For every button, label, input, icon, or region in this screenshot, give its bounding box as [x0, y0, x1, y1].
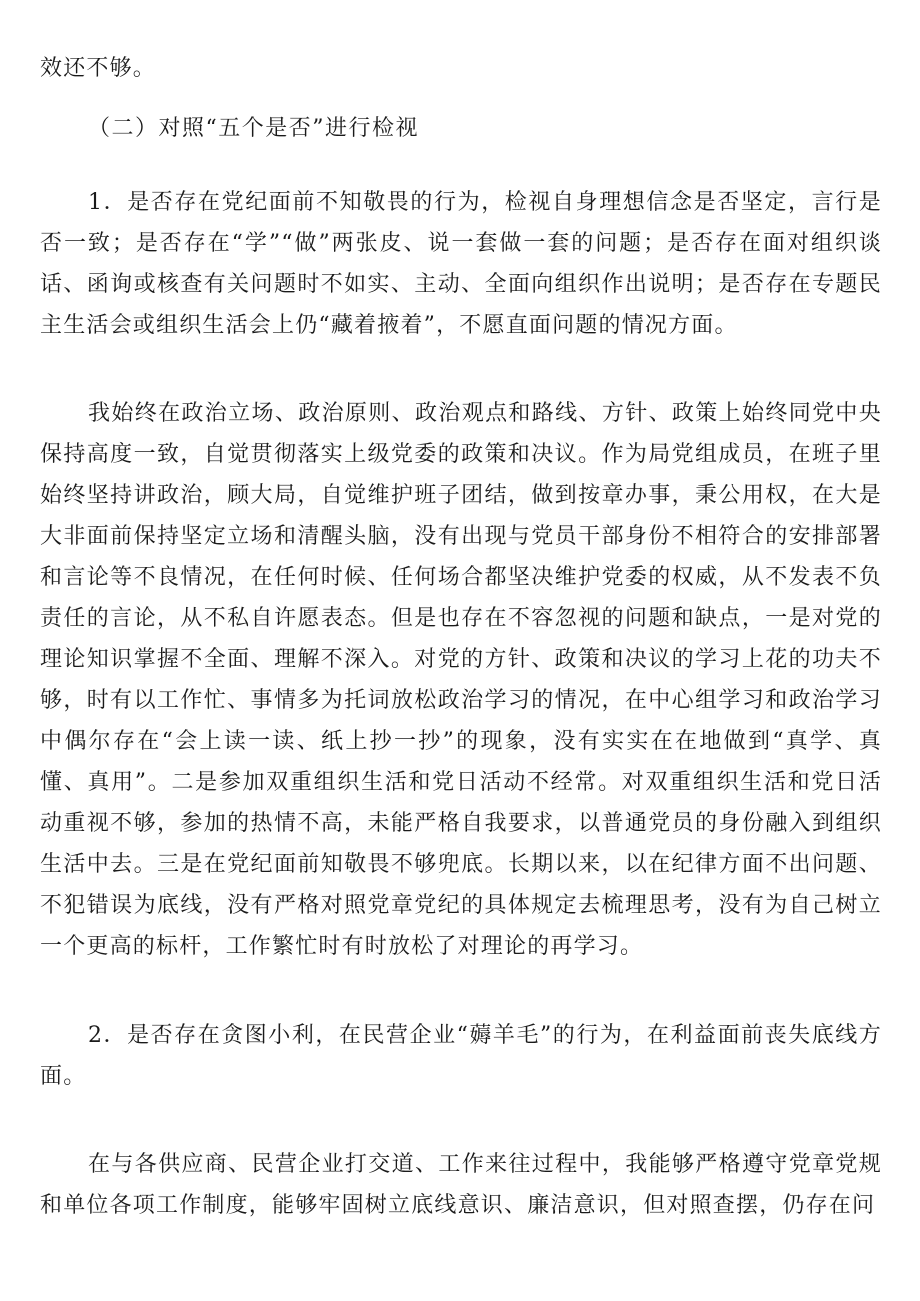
item1-question-paragraph: 1．是否存在党纪面前不知敬畏的行为，检视自身理想信念是否坚定，言行是否一致；是否存在“学”“做”两张皮、说一套做一套的问题；是否存在面对组织谈话、函询或核查有关问题时不如实、主动、全面向组织作出说明；是否存在专题民主生活会或组织生活会上仍“藏着掖着”，不愿直面问题的情况方面。 [40, 190, 882, 338]
section-heading: （二）对照“五个是否”进行检视 [88, 116, 419, 141]
item2-question-paragraph: 2．是否存在贪图小利，在民营企业“薅羊毛”的行为，在利益面前丧失底线方面。 [40, 1023, 882, 1089]
continuation-line: 效还不够。 [40, 56, 157, 81]
item2-answer-paragraph: 在与各供应商、民营企业打交道、工作来往过程中，我能够严格遵守党章党规和单位各项工作制度，能够牢固树立底线意识、廉洁意识，但对照查摆，仍存在问 [40, 1152, 882, 1218]
item1-answer-paragraph: 我始终在政治立场、政治原则、政治观点和路线、方针、政策上始终同党中央保持高度一致，自觉贯彻落实上级党委的政策和决议。作为局党组成员，在班子里始终坚持讲政治，顾大局，自觉维护班子团结，做到按章办事，秉公用权，在大是大非面前保持坚定立场和清醒头脑，没有出现与党员干部身份不相符合的安排部署和言论等不良情况，在任何时候、任何场合都坚决维护党委的权威，从不发表不负责任的言论，从不私自许愿表态。但是也存在不容忽视的问题和缺点，一是对党的理论知识掌握不全面、理解不深入。对党的方针、政策和决议的学习上花的功夫不够，时有以工作忙、事情多为托词放松政治学习的情况，在中心组学习和政治学习中偶尔存在“会上读一读、纸上抄一抄”的现象，没有实实在在地做到“真学、真懂、真用”。二是参加双重组织生活和党日活动不经常。对双重组织生活和党日活动重视不够，参加的热情不高，未能严格自我要求，以普通党员的身份融入到组织生活中去。三是在党纪面前知敬畏不够兜底。长期以来，以在纪律方面不出问题、不犯错误为底线，没有严格对照党章党纪的具体规定去梳理思考，没有为自己树立一个更高的标杆，工作繁忙时有时放松了对理论的再学习。 [40, 401, 882, 959]
